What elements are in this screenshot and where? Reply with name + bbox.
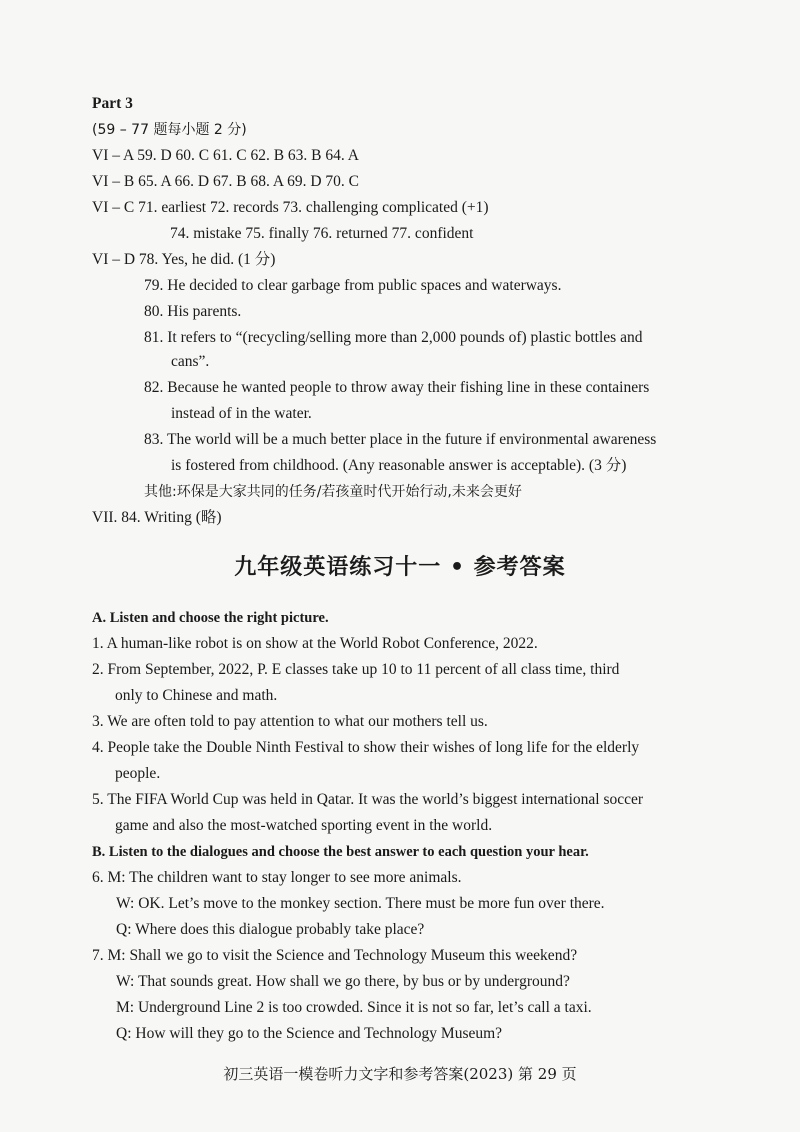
answer-83-line-1: 83. The world will be a much better place in the future if environmental awareness bbox=[144, 431, 657, 448]
answer-line-vi-a: VI – A 59. D 60. C 61. C 62. B 63. B 64. A bbox=[92, 147, 359, 164]
answer-line-vii: VII. 84. Writing (略) bbox=[92, 509, 222, 526]
transcript-2-line-1: 2. From September, 2022, P. E classes take up 10 to 11 percent of all class time, third bbox=[92, 661, 620, 678]
transcript-5-line-2: game and also the most-watched sporting event in the world. bbox=[115, 817, 493, 834]
scoring-note: (59 – 77 题每小题 2 分) bbox=[92, 122, 247, 138]
dialogue-7-q: Q: How will they go to the Science and Technology Museum? bbox=[116, 1025, 503, 1042]
transcript-3: 3. We are often told to pay attention to what our mothers tell us. bbox=[92, 713, 488, 730]
other-note: 其他:环保是大家共同的任务/若孩童时代开始行动,未来会更好 bbox=[144, 484, 522, 500]
answer-81-line-1: 81. It refers to “(recycling/selling more than 2,000 pounds of) plastic bottles and bbox=[144, 329, 643, 346]
page-footer: 初三英语一模卷听力文字和参考答案(2023) 第 29 页 bbox=[223, 1065, 577, 1083]
answer-line-vi-b: VI – B 65. A 66. D 67. B 68. A 69. D 70. C bbox=[92, 173, 359, 190]
dialogue-6-m: 6. M: The children want to stay longer to see more animals. bbox=[92, 869, 462, 886]
answer-82-line-1: 82. Because he wanted people to throw away their fishing line in these containers bbox=[144, 379, 650, 396]
dialogue-6-w: W: OK. Let’s move to the monkey section. There must be more fun over there. bbox=[116, 895, 605, 912]
answer-82-line-2: instead of in the water. bbox=[171, 405, 312, 422]
answer-83-line-2: is fostered from childhood. (Any reasonable answer is acceptable). (3 分) bbox=[171, 457, 627, 474]
dialogue-7-w: W: That sounds great. How shall we go there, by bus or by underground? bbox=[116, 973, 570, 990]
answer-79: 79. He decided to clear garbage from public spaces and waterways. bbox=[144, 277, 562, 294]
answer-line-vi-c-1: VI – C 71. earliest 72. records 73. challenging complicated (+1) bbox=[92, 199, 489, 216]
transcript-4-line-1: 4. People take the Double Ninth Festival to show their wishes of long life for the elderly bbox=[92, 739, 640, 756]
dialogue-6-q: Q: Where does this dialogue probably take place? bbox=[116, 921, 425, 938]
dialogue-7-m2: M: Underground Line 2 is too crowded. Since it is not so far, let’s call a taxi. bbox=[116, 999, 592, 1016]
answer-80: 80. His parents. bbox=[144, 303, 242, 320]
section-b-heading: B. Listen to the dialogues and choose the best answer to each question your hear. bbox=[92, 844, 589, 860]
transcript-1: 1. A human-like robot is on show at the World Robot Conference, 2022. bbox=[92, 635, 538, 652]
transcript-4-line-2: people. bbox=[115, 765, 161, 782]
transcript-2-line-2: only to Chinese and math. bbox=[115, 687, 278, 704]
part-heading: Part 3 bbox=[92, 95, 133, 112]
dialogue-7-m: 7. M: Shall we go to visit the Science and Technology Museum this weekend? bbox=[92, 947, 578, 964]
answer-line-vi-d-78: VI – D 78. Yes, he did. (1 分) bbox=[92, 251, 276, 268]
answer-line-vi-c-2: 74. mistake 75. finally 76. returned 77. confident bbox=[170, 225, 474, 242]
page-title: 九年级英语练习十一 • 参考答案 bbox=[234, 555, 566, 580]
section-a-heading: A. Listen and choose the right picture. bbox=[92, 610, 329, 626]
answer-81-line-2: cans”. bbox=[171, 353, 210, 370]
transcript-5-line-1: 5. The FIFA World Cup was held in Qatar. It was the world’s biggest international soccer bbox=[92, 791, 644, 808]
